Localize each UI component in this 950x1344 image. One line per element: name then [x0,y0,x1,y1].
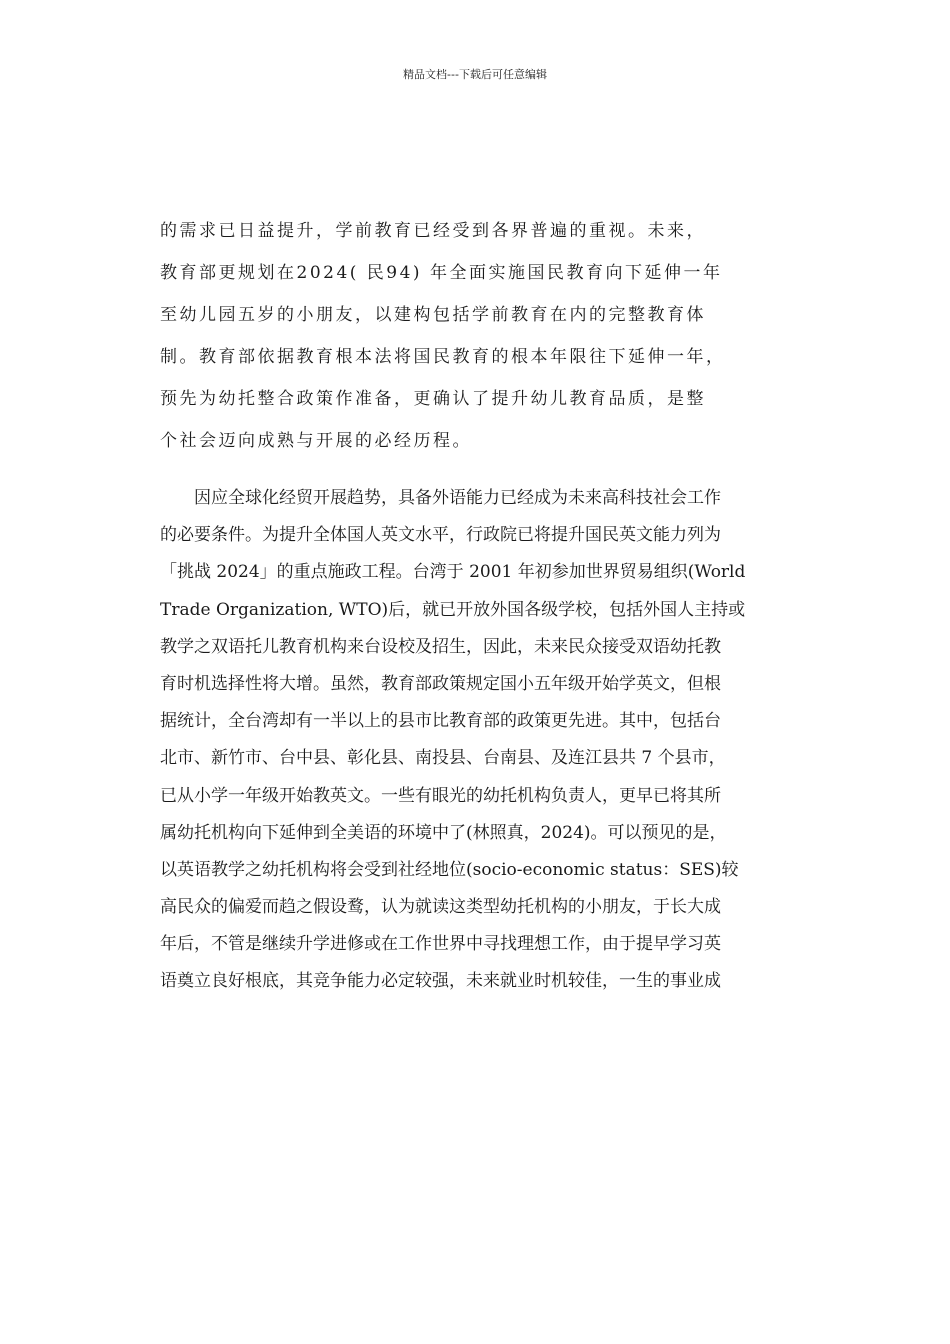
paragraph-2-line: 属幼托机构向下延伸到全美语的环境中了(林照真，2024)。可以预见的是， [160,822,727,843]
paragraph-1-line: 个社会迈向成熟与开展的必经历程。 [160,431,472,451]
paragraph-2-line: 年后，不管是继续升学进修或在工作世界中寻找理想工作，由于提早学习英 [160,934,721,955]
paragraph-1-line: 的需求已日益提升，学前教育已经受到各界普遍的重视。未来， [160,221,706,241]
paragraph-2-line: Trade Organization, WTO)后，就已开放外国各级学校，包括外国人主持或 [160,599,746,620]
paragraph-2-line: 高民众的偏爱而趋之假设鹜，认为就读这类型幼托机构的小朋友，于长大成 [160,897,721,918]
paragraph-1-line: 至幼儿园五岁的小朋友，以建构包括学前教育在内的完整教育体 [160,305,706,325]
paragraph-1-line: 制。教育部依据教育根本法将国民教育的根本年限往下延伸一年， [160,347,726,367]
paragraph-1-line: 预先为幼托整合政策作准备，更确认了提升幼儿教育品质，是整 [160,389,706,409]
paragraph-1 [160,210,792,462]
paragraph-2-line: 因应全球化经贸开展趋势，具备外语能力已经成为未来高科技社会工作 [194,488,721,508]
paragraph-2-line: 「挑战 2024」的重点施政工程。台湾于 2001 年初参加世界贸易组织(World [160,562,746,583]
paragraph-2-line: 以英语教学之幼托机构将会受到社经地位(socio-economic status：SES)较 [160,859,739,880]
paragraph-2-line: 的必要条件。为提升全体国人英文水平，行政院已将提升国民英文能力列为 [160,525,721,546]
page-header: 精品文档---下载后可任意编辑 [403,68,547,81]
paragraph-2-line: 据统计，全台湾却有一半以上的县市比教育部的政策更先进。其中，包括台 [160,711,721,732]
paragraph-2-line: 教学之双语托儿教育机构来台设校及招生，因此，未来民众接受双语幼托教 [160,636,721,657]
paragraph-2-line: 育时机选择性将大增。虽然，教育部政策规定国小五年级开始学英文，但根 [160,673,721,694]
paragraph-2-line: 已从小学一年级开始教英文。一些有眼光的幼托机构负责人，更早已将其所 [160,785,721,806]
paragraph-2-line: 北市、新竹市、台中县、彰化县、南投县、台南县、及连江县共 7 个县市， [160,748,726,769]
paragraph-1-line: 教育部更规划在2024( 民94) 年全面实施国民教育向下延伸一年 [160,263,723,283]
paragraph-2 [160,480,792,1001]
paragraph-2-line: 语奠立良好根底，其竞争能力必定较强，未来就业时机较佳，一生的事业成 [160,971,721,992]
